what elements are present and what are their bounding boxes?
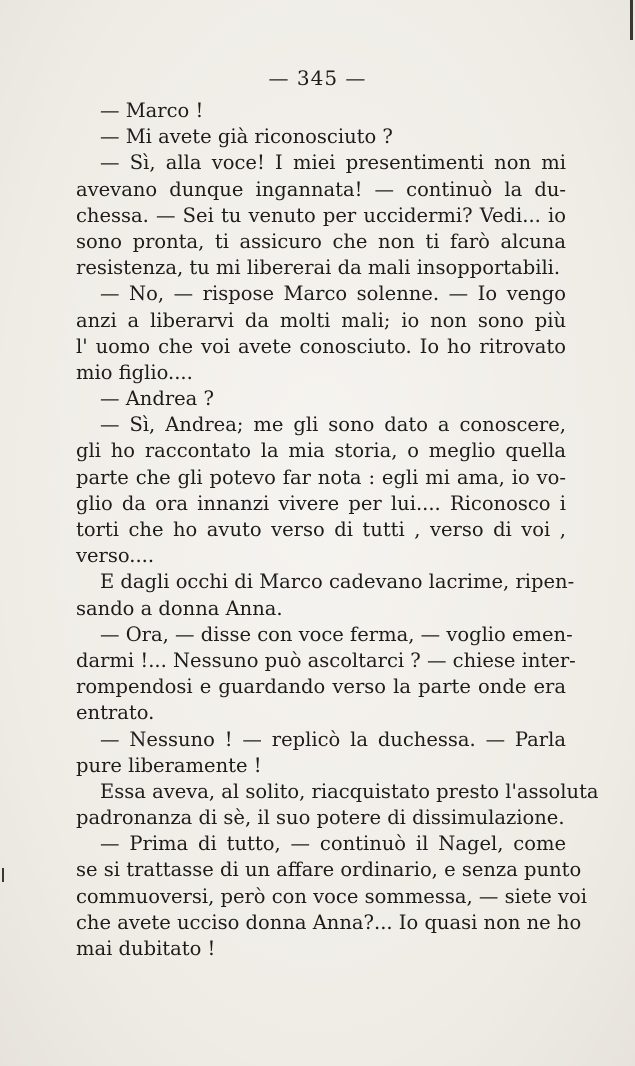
text-line: glio da ora innanzi vivere per lui.... Riconosco i — [76, 491, 566, 515]
text-line: gli ho raccontato la mia storia, o meglio quella — [76, 439, 566, 463]
text-line: — Marco ! — [100, 99, 204, 122]
text-line: — Sì, alla voce! I miei presentimenti non mi — [100, 151, 566, 175]
text-line: rompendosi e guardando verso la parte onde era — [76, 675, 566, 699]
left-margin-mark — [2, 868, 4, 882]
text-line: sono pronta, ti assicuro che non ti farò alcuna — [76, 229, 566, 253]
text-line: mio figlio.... — [76, 360, 193, 384]
text-line: — Sì, Andrea; me gli sono dato a conoscere, — [100, 413, 566, 437]
text-line: torti che ho avuto verso di tutti , verso di voi , — [76, 518, 566, 541]
text-line: — Prima di tutto, — continuò il Nagel, come — [100, 832, 566, 856]
right-margin-mark — [630, 0, 633, 40]
text-line: avevano dunque ingannata! — continuò la du- — [76, 177, 566, 201]
text-line: padronanza di sè, il suo potere di dissimulazione. — [76, 806, 565, 830]
text-line: darmi !... Nessuno può ascoltarci ? — chiese inter- — [76, 648, 576, 672]
page-number-header: — 345 — — [268, 66, 367, 90]
text-line: — No, — rispose Marco solenne. — Io vengo — [100, 282, 566, 306]
text-line: verso.... — [76, 544, 155, 568]
text-line: resistenza, tu mi libererai da mali insopportabili. — [76, 256, 561, 280]
page-body-text — [76, 98, 599, 962]
text-line: parte che gli potevo far nota : egli mi ama, io vo- — [76, 465, 566, 489]
text-line: l' uomo che voi avete conosciuto. Io ho ritrovato — [76, 334, 566, 358]
text-line: sando a donna Anna. — [76, 596, 283, 620]
text-line: — Andrea ? — [100, 387, 214, 411]
text-line: commuoversi, però con voce sommessa, — siete voi — [76, 884, 587, 908]
text-line: E dagli occhi di Marco cadevano lacrime, ripen- — [100, 570, 575, 594]
text-line: che avete ucciso donna Anna?... Io quasi non ne ho — [76, 910, 582, 934]
text-line: anzi a liberarvi da molti mali; io non sono più — [76, 308, 566, 332]
text-line: — Nessuno ! — replicò la duchessa. — Parla — [100, 727, 566, 751]
text-line: entrato. — [76, 701, 155, 725]
text-line: — Mi avete già riconosciuto ? — [100, 125, 393, 149]
text-line: pure liberamente ! — [76, 753, 262, 777]
text-line: se si trattasse di un affare ordinario, e senza punto — [76, 858, 582, 882]
text-line: chessa. — Sei tu venuto per uccidermi? Vedi... io — [76, 203, 566, 227]
text-line: Essa aveva, al solito, riacquistato presto l'assoluta — [100, 779, 599, 803]
text-line: — Ora, — disse con voce ferma, — voglio emen- — [100, 622, 573, 646]
text-line: mai dubitato ! — [76, 937, 216, 960]
